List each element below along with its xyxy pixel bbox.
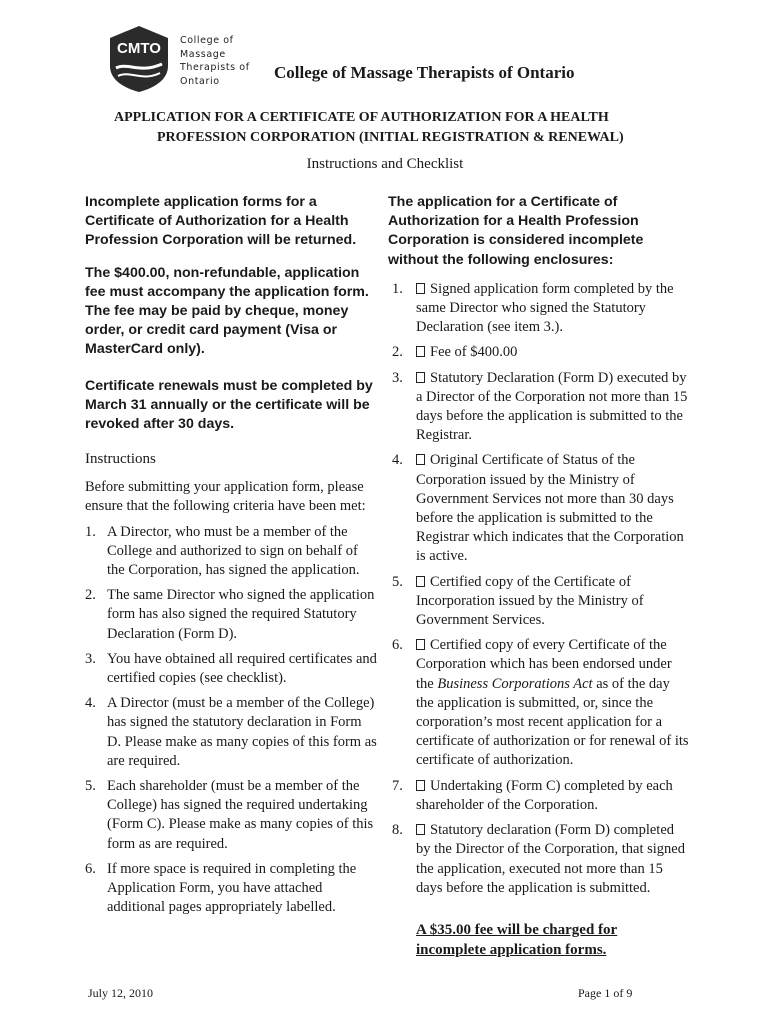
item-text: Statutory declaration (Form D) completed by the Director of the Corporation, that signed the application, executed not more than 15 days before the application is submitted. bbox=[416, 822, 685, 896]
item-text: Fee of $400.00 bbox=[430, 344, 518, 361]
instructions-intro: Before submitting your application form, please ensure that the following criteria have been met: bbox=[85, 479, 366, 515]
checkbox[interactable] bbox=[416, 824, 425, 835]
renewal-notice: Certificate renewals must be completed by March 31 annually or the certificate will be revoked after 30 days. bbox=[85, 377, 373, 433]
checkbox[interactable] bbox=[416, 283, 425, 294]
item-number: 8. bbox=[392, 822, 403, 839]
logo-line: Therapists of bbox=[180, 62, 250, 73]
section-subtitle: Instructions and Checklist bbox=[306, 156, 464, 172]
checkbox[interactable] bbox=[416, 639, 425, 650]
application-title-line2: PROFESSION CORPORATION (INITIAL REGISTRATION & RENEWAL) bbox=[157, 130, 624, 145]
item-text: A Director (must be a member of the College) has signed the statutory declaration in Form D. Please make as many copies of this form as are required. bbox=[107, 695, 377, 769]
checklist-item bbox=[388, 451, 690, 566]
organization-title: College of Massage Therapists of Ontario bbox=[274, 63, 575, 82]
item-number: 2. bbox=[85, 587, 96, 604]
item-number: 5. bbox=[85, 778, 96, 795]
item-text: Certified copy of every Certificate of the Corporation which has been endorsed under the bbox=[416, 637, 672, 692]
logo-text: CMTO bbox=[117, 40, 161, 57]
logo-line: College of bbox=[180, 35, 234, 46]
item-number: 4. bbox=[85, 695, 96, 712]
checklist-item bbox=[388, 636, 690, 770]
right-column bbox=[388, 193, 690, 960]
item-text: If more space is required in completing the Application Form, you have attached additional pages appropriately labelled. bbox=[107, 860, 357, 916]
checklist-item bbox=[388, 777, 690, 815]
item-number: 1. bbox=[85, 523, 96, 540]
list-item bbox=[85, 694, 377, 771]
list-item bbox=[85, 523, 377, 581]
left-column bbox=[85, 193, 377, 924]
cmto-logo bbox=[106, 24, 172, 94]
checkbox[interactable] bbox=[416, 780, 425, 791]
checkbox[interactable] bbox=[416, 576, 425, 587]
item-text: Undertaking (Form C) completed by each shareholder of the Corporation. bbox=[416, 777, 673, 813]
item-number: 6. bbox=[85, 860, 96, 877]
item-text: as of the day the application is submitted, or, since the corporation’s most recent application for a certificate of authorization or for renewal of its certificate of authorization. bbox=[416, 675, 689, 769]
item-text: Signed application form completed by the same Director who signed the Statutory Declaration (see item 3.). bbox=[416, 280, 674, 336]
item-number: 3. bbox=[392, 369, 403, 386]
checklist-item bbox=[388, 369, 690, 446]
item-text: Each shareholder (must be a member of the College) has signed the required undertaking (Form C). Please make as many copies of this form as are required. bbox=[107, 778, 374, 852]
checkbox[interactable] bbox=[416, 372, 425, 383]
incomplete-notice: Incomplete application forms for a Certificate of Authorization for a Health Profession Corporation will be returned. bbox=[85, 194, 357, 249]
item-text: Original Certificate of Status of the Corporation issued by the Ministry of Government Services not more than 30 days before the application is submitted to the Registrar which indicates that the Corporation is active. bbox=[416, 452, 684, 565]
item-number: 3. bbox=[85, 650, 96, 667]
page-number: Page 1 of 9 bbox=[578, 986, 633, 1000]
fee-notice: The $400.00, non-refundable, application fee must accompany the application form. The fee may be paid by cheque, money order, or credit card payment (Visa or MasterCard only). bbox=[85, 264, 369, 358]
checklist-item bbox=[388, 573, 690, 631]
instructions-heading: Instructions bbox=[85, 451, 156, 468]
list-item bbox=[85, 860, 377, 918]
application-title-line1: APPLICATION FOR A CERTIFICATE OF AUTHORIZATION FOR A HEALTH bbox=[114, 110, 609, 125]
enclosure-checklist bbox=[388, 280, 690, 898]
item-text: Statutory Declaration (Form D) executed by a Director of the Corporation not more than 15 days before the application is submitted to the Registrar. bbox=[416, 369, 688, 444]
checklist-item bbox=[388, 343, 690, 362]
footer-date: July 12, 2010 bbox=[88, 986, 154, 1000]
logo-wordmark bbox=[180, 34, 250, 88]
incomplete-fee-note: A $35.00 fee will be charged for incomplete application forms. bbox=[416, 921, 618, 958]
checklist-item bbox=[388, 280, 690, 338]
criteria-list bbox=[85, 523, 377, 918]
item-number: 6. bbox=[392, 637, 403, 654]
item-number: 4. bbox=[392, 452, 403, 469]
item-number: 1. bbox=[392, 280, 403, 297]
item-text: A Director, who must be a member of the College and authorized to sign on behalf of the Corporation, has signed the application. bbox=[107, 523, 360, 579]
item-number: 7. bbox=[392, 777, 403, 794]
item-text: The same Director who signed the application form has also signed the required Statutory Declaration (Form D). bbox=[107, 587, 375, 642]
checkbox[interactable] bbox=[416, 454, 425, 465]
checklist-item bbox=[388, 821, 690, 898]
item-text: You have obtained all required certificates and certified copies (see checklist). bbox=[107, 650, 377, 687]
item-number: 5. bbox=[392, 573, 403, 590]
act-name: Business Corporations Act bbox=[437, 675, 593, 692]
logo-line: Massage bbox=[180, 48, 226, 60]
logo-line: Ontario bbox=[180, 75, 220, 87]
item-text: Certified copy of the Certificate of Incorporation issued by the Ministry of Government Services. bbox=[416, 573, 644, 629]
checkbox[interactable] bbox=[416, 346, 425, 357]
item-number: 2. bbox=[392, 344, 403, 361]
list-item bbox=[85, 777, 377, 854]
list-item bbox=[85, 586, 377, 644]
checklist-intro: The application for a Certificate of Authorization for a Health Profession Corporation is considered incomplete without the following enclosures: bbox=[388, 194, 644, 268]
list-item bbox=[85, 650, 377, 688]
